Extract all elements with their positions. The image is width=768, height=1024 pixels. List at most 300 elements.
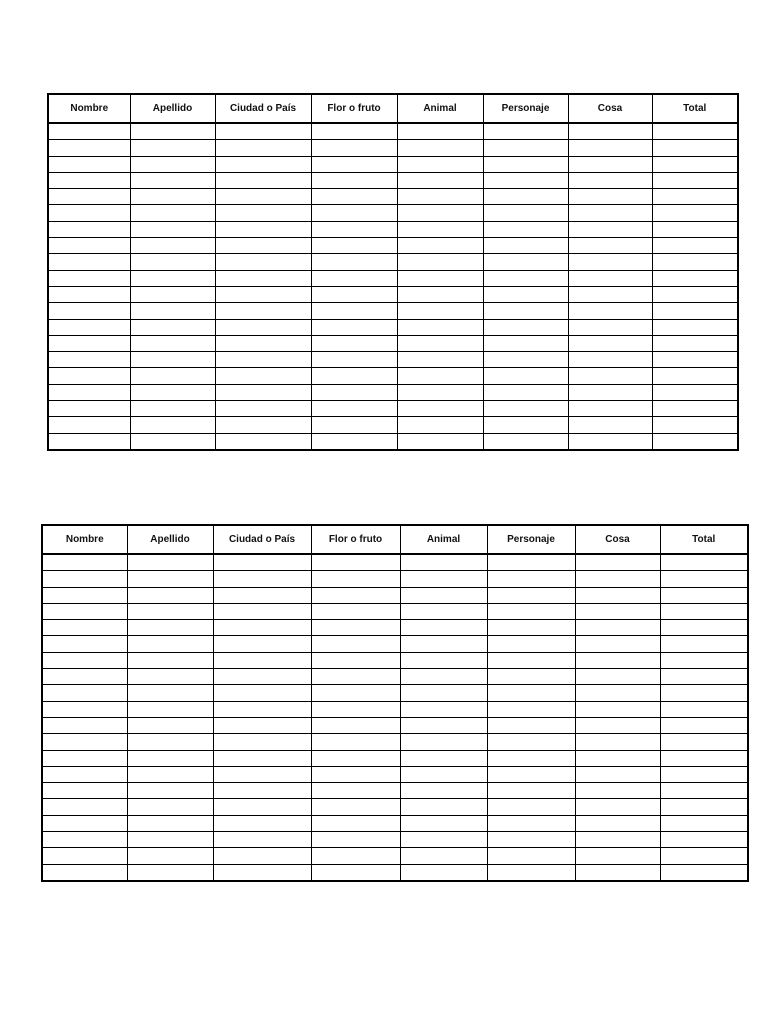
column-header-total: Total [660,525,748,554]
table-row [42,652,748,668]
table-cell [48,172,130,188]
table-cell [483,221,568,237]
table-cell [48,303,130,319]
table-cell [213,848,311,864]
table-cell [652,172,738,188]
table-cell [400,717,487,733]
table-cell [311,352,397,368]
table-cell [483,401,568,417]
table-cell [42,717,127,733]
table-cell [215,319,311,335]
table-cell [397,303,483,319]
table-row [48,238,738,254]
table-cell [652,303,738,319]
table-cell [568,156,652,172]
column-header-animal: Animal [397,94,483,123]
table-cell [311,571,400,587]
table-cell [213,603,311,619]
table-cell [483,368,568,384]
table-cell [311,636,400,652]
table-cell [400,636,487,652]
score-table-2 [41,524,749,882]
table-cell [127,669,213,685]
table-cell [568,221,652,237]
table-cell [652,221,738,237]
table-cell [660,734,748,750]
table-cell [487,815,575,831]
table-cell [400,832,487,848]
table-cell [400,799,487,815]
table-row [48,205,738,221]
table-row [48,384,738,400]
table-cell [42,848,127,864]
table-row [48,286,738,302]
table-cell [311,156,397,172]
table-cell [130,368,215,384]
column-header-cosa: Cosa [575,525,660,554]
table-cell [568,368,652,384]
table-row [48,401,738,417]
header-row [42,525,748,554]
table-cell [483,352,568,368]
table-cell [42,799,127,815]
table-cell [575,864,660,881]
table-cell [660,750,748,766]
table-cell [575,652,660,668]
table-cell [311,238,397,254]
table-cell [575,685,660,701]
table-cell [568,401,652,417]
table-cell [130,286,215,302]
table-cell [311,172,397,188]
table-cell [127,603,213,619]
column-header-nombre: Nombre [48,94,130,123]
table-row [42,636,748,652]
table-cell [42,750,127,766]
table-cell [311,433,397,450]
table-cell [130,384,215,400]
table-cell [660,652,748,668]
table-cell [127,783,213,799]
table-cell [215,401,311,417]
table-cell [652,123,738,140]
table-cell [397,140,483,156]
table-row [48,433,738,450]
table-cell [400,669,487,685]
column-header-personaje: Personaje [483,94,568,123]
table-cell [127,571,213,587]
table-cell [48,352,130,368]
table-cell [213,864,311,881]
table-cell [127,848,213,864]
table-cell [311,587,400,603]
table-cell [487,636,575,652]
table-cell [575,799,660,815]
table-cell [568,270,652,286]
table-cell [652,254,738,270]
table-cell [42,783,127,799]
table-cell [311,221,397,237]
table-cell [311,335,397,351]
table-cell [213,701,311,717]
table-cell [215,286,311,302]
table-cell [127,734,213,750]
table-cell [575,636,660,652]
table-cell [660,571,748,587]
table-cell [487,734,575,750]
table-cell [652,433,738,450]
table-cell [568,417,652,433]
table-cell [660,587,748,603]
table-row [48,172,738,188]
table-cell [311,848,400,864]
table-cell [483,189,568,205]
table-cell [311,734,400,750]
table-cell [568,238,652,254]
table-cell [130,156,215,172]
table-cell [397,156,483,172]
table-cell [483,270,568,286]
table-cell [397,172,483,188]
table-cell [397,254,483,270]
table-cell [652,384,738,400]
table-cell [311,384,397,400]
table-cell [48,368,130,384]
table-cell [660,717,748,733]
table-cell [660,669,748,685]
table-cell [575,750,660,766]
table-cell [400,766,487,782]
table-cell [660,848,748,864]
table-cell [487,848,575,864]
table-cell [311,254,397,270]
table-row [42,603,748,619]
table-cell [48,286,130,302]
table-cell [568,189,652,205]
table-cell [400,620,487,636]
table-cell [130,221,215,237]
table-cell [400,652,487,668]
table-cell [568,172,652,188]
table-cell [400,815,487,831]
table-cell [213,587,311,603]
table-cell [568,384,652,400]
table-cell [311,189,397,205]
table-cell [487,554,575,571]
table-cell [213,571,311,587]
table-cell [42,815,127,831]
table-cell [48,238,130,254]
table-cell [483,140,568,156]
table-cell [397,205,483,221]
table-cell [130,172,215,188]
table-cell [660,701,748,717]
table-cell [311,799,400,815]
table-cell [311,652,400,668]
table-cell [397,384,483,400]
table-row [42,750,748,766]
table-cell [213,620,311,636]
table-cell [213,636,311,652]
table-cell [487,571,575,587]
table-cell [311,603,400,619]
table-cell [311,286,397,302]
table-cell [660,815,748,831]
table-cell [127,717,213,733]
table-cell [130,335,215,351]
column-header-flor-o-fruto: Flor o fruto [311,525,400,554]
table-cell [400,603,487,619]
table-row [42,734,748,750]
table-row [48,254,738,270]
table-row [48,189,738,205]
table-cell [215,238,311,254]
table-cell [213,832,311,848]
table-cell [397,433,483,450]
table-cell [311,750,400,766]
table-cell [42,636,127,652]
table-cell [652,286,738,302]
table-row [42,620,748,636]
table-cell [652,238,738,254]
table-cell [483,335,568,351]
table-row [48,352,738,368]
table-cell [483,303,568,319]
table-cell [215,254,311,270]
table-cell [215,384,311,400]
table-cell [311,685,400,701]
table-cell [127,636,213,652]
table-cell [42,685,127,701]
table-cell [487,652,575,668]
table-cell [130,189,215,205]
table-cell [397,286,483,302]
table-cell [48,401,130,417]
table-cell [652,417,738,433]
table-cell [213,766,311,782]
table-cell [48,221,130,237]
table-cell [213,554,311,571]
table-cell [311,701,400,717]
table-cell [483,433,568,450]
table-cell [127,652,213,668]
table-cell [130,352,215,368]
table-cell [400,587,487,603]
table-cell [397,368,483,384]
table-cell [568,319,652,335]
table-cell [213,783,311,799]
column-header-ciudad-o-pais: Ciudad o País [213,525,311,554]
table-cell [652,156,738,172]
table-row [42,783,748,799]
table-cell [42,603,127,619]
table-cell [127,750,213,766]
table-cell [213,799,311,815]
table-cell [400,864,487,881]
table-cell [400,734,487,750]
table-cell [652,319,738,335]
table-cell [397,319,483,335]
table-row [42,815,748,831]
column-header-flor-o-fruto: Flor o fruto [311,94,397,123]
table-row [42,669,748,685]
table-cell [311,417,397,433]
table-cell [575,783,660,799]
table-cell [213,652,311,668]
table-cell [487,587,575,603]
table-cell [48,140,130,156]
table-cell [652,352,738,368]
table-cell [652,205,738,221]
table-cell [575,848,660,864]
table-row [48,221,738,237]
table-cell [568,140,652,156]
table-cell [42,669,127,685]
table-cell [48,384,130,400]
table-row [42,766,748,782]
table-cell [483,384,568,400]
table-cell [397,417,483,433]
table-row [48,123,738,140]
column-header-nombre: Nombre [42,525,127,554]
table-cell [652,189,738,205]
table-cell [48,319,130,335]
table-row [42,571,748,587]
table-cell [397,189,483,205]
table-row [42,587,748,603]
table-cell [127,620,213,636]
table-cell [660,636,748,652]
table-row [42,832,748,848]
table-cell [400,701,487,717]
table-cell [213,717,311,733]
table-cell [487,832,575,848]
table-cell [575,815,660,831]
column-header-cosa: Cosa [568,94,652,123]
table-cell [42,620,127,636]
table-cell [48,417,130,433]
table-cell [568,303,652,319]
table-cell [400,571,487,587]
table-body [48,123,738,450]
table-cell [487,620,575,636]
table-cell [213,669,311,685]
table-cell [215,368,311,384]
table-cell [575,832,660,848]
table-cell [487,685,575,701]
table-cell [130,417,215,433]
table-cell [215,205,311,221]
table-cell [397,335,483,351]
table-cell [215,156,311,172]
table-cell [487,701,575,717]
table-row [48,270,738,286]
table-cell [311,123,397,140]
table-cell [487,750,575,766]
table-cell [42,701,127,717]
table-cell [400,783,487,799]
table-cell [660,603,748,619]
table-cell [311,368,397,384]
table-cell [660,799,748,815]
table-cell [660,864,748,881]
table-row [48,368,738,384]
table-row [42,701,748,717]
table-cell [575,620,660,636]
column-header-apellido: Apellido [127,525,213,554]
table-cell [127,832,213,848]
table-cell [400,554,487,571]
table-cell [487,717,575,733]
table-cell [127,799,213,815]
table-cell [311,270,397,286]
table-row [48,140,738,156]
table-cell [127,815,213,831]
table-cell [127,766,213,782]
table-cell [215,352,311,368]
table-cell [48,254,130,270]
table-cell [42,766,127,782]
table-body [42,554,748,881]
table-row [42,799,748,815]
table-cell [311,766,400,782]
table-cell [487,783,575,799]
table-cell [48,205,130,221]
table-cell [483,254,568,270]
table-row [48,303,738,319]
table-cell [311,815,400,831]
table-cell [311,620,400,636]
table-cell [575,587,660,603]
table-cell [487,766,575,782]
table-cell [400,750,487,766]
column-header-total: Total [652,94,738,123]
table-cell [130,319,215,335]
table-cell [568,123,652,140]
table-cell [311,303,397,319]
table-cell [213,815,311,831]
table-row [42,685,748,701]
table-cell [660,766,748,782]
table-cell [400,848,487,864]
table-cell [568,433,652,450]
table-cell [215,303,311,319]
table-cell [660,685,748,701]
table-cell [660,832,748,848]
table-cell [483,286,568,302]
table-cell [311,783,400,799]
table-cell [568,352,652,368]
table-cell [397,221,483,237]
table-cell [215,270,311,286]
table-cell [483,205,568,221]
table-cell [652,335,738,351]
column-header-apellido: Apellido [130,94,215,123]
table-cell [397,123,483,140]
column-header-ciudad-o-pais: Ciudad o País [215,94,311,123]
table-cell [215,335,311,351]
table-cell [48,189,130,205]
table-cell [130,238,215,254]
table-cell [400,685,487,701]
table-cell [127,554,213,571]
table-cell [483,123,568,140]
table-row [42,864,748,881]
column-header-personaje: Personaje [487,525,575,554]
table-cell [487,799,575,815]
table-row [48,319,738,335]
table-cell [215,221,311,237]
